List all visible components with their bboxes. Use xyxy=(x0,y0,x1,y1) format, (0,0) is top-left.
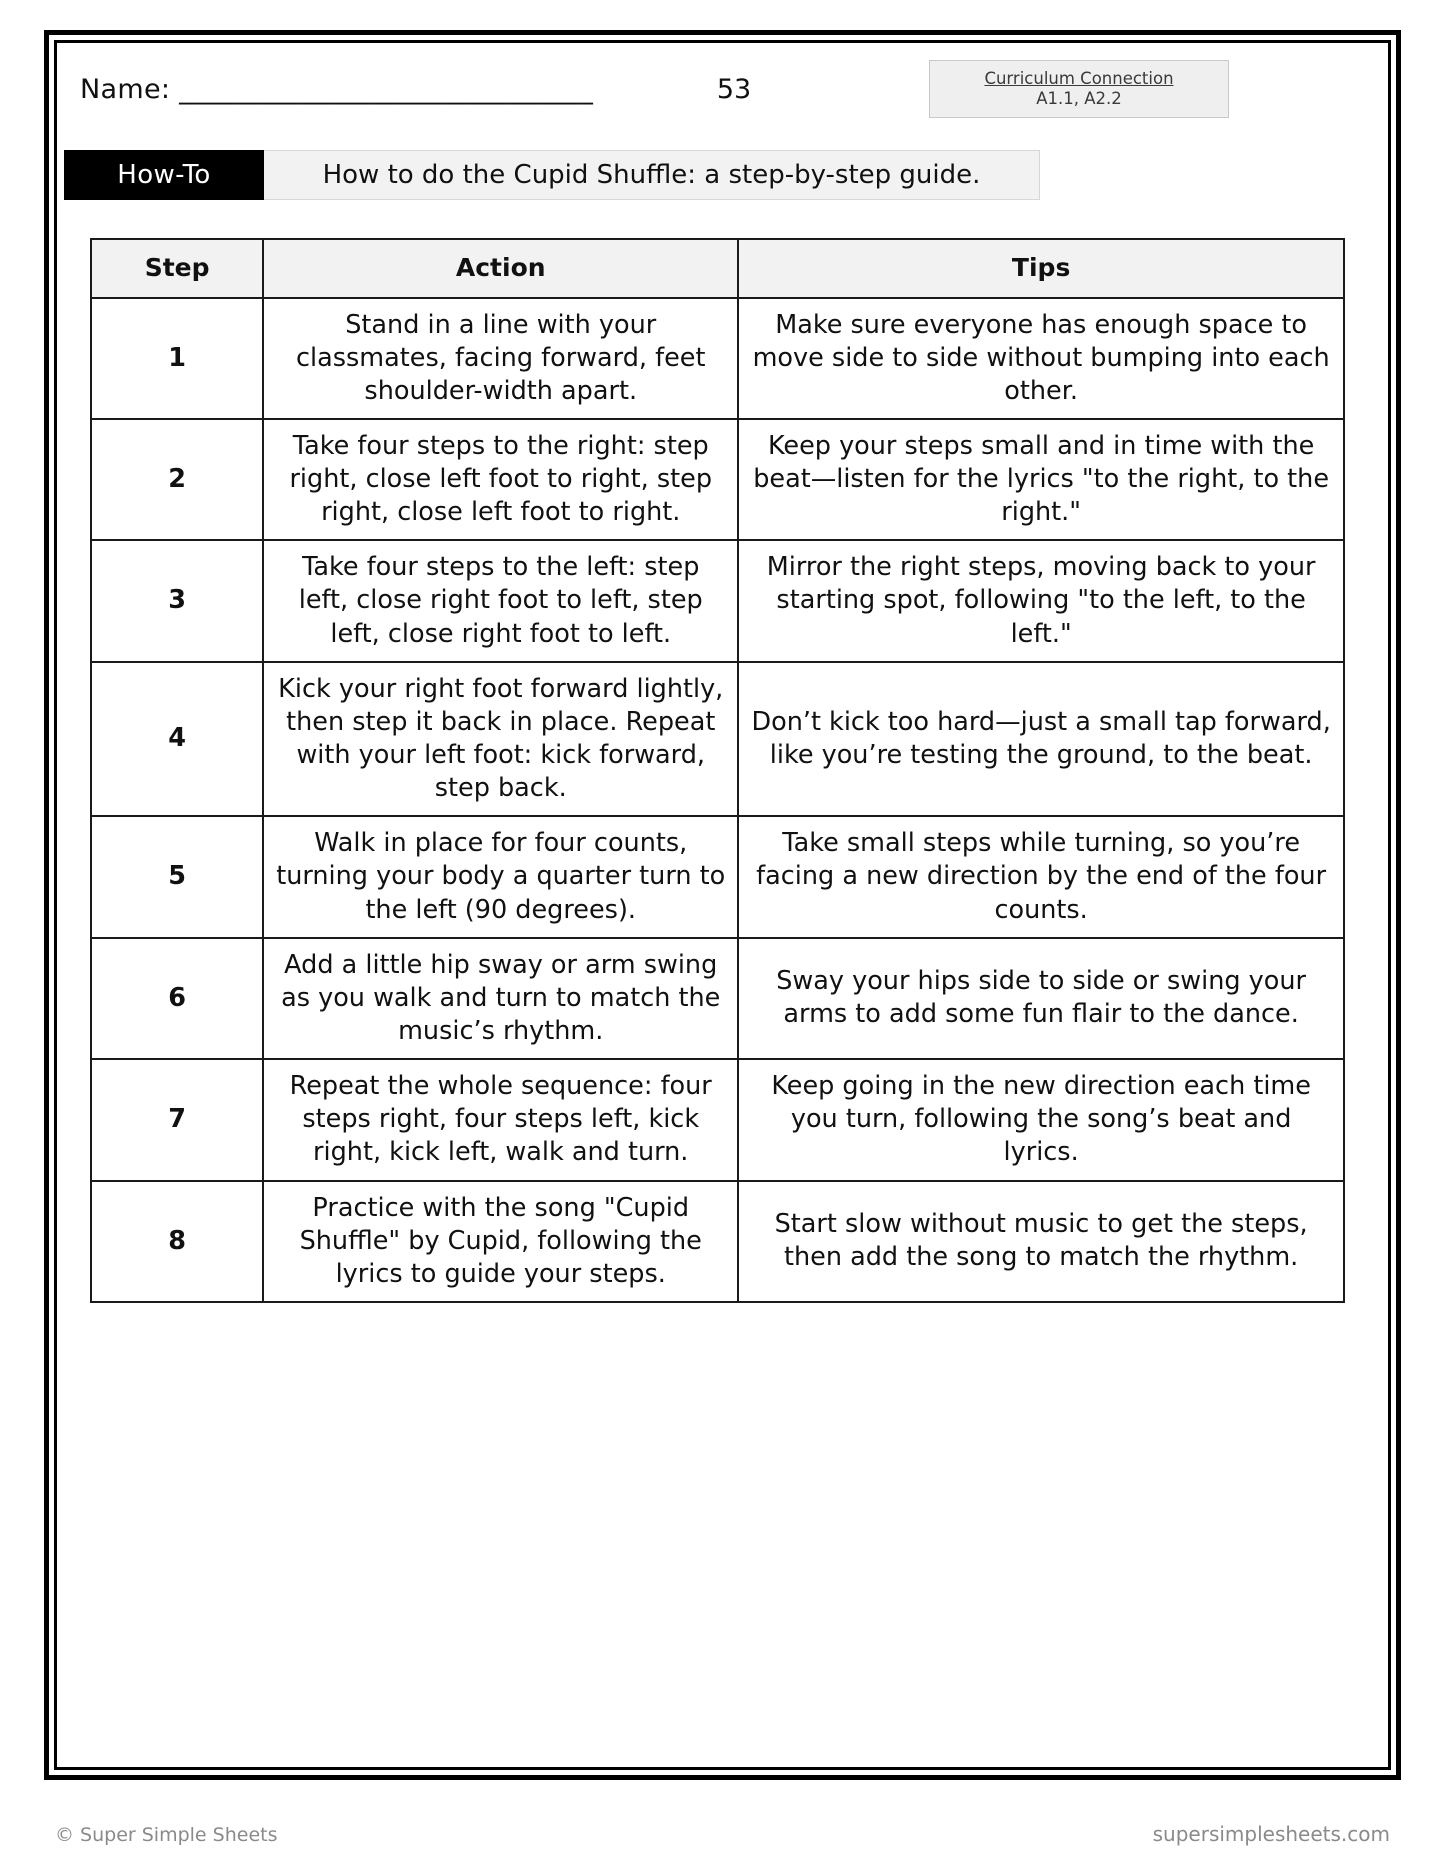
cell-step: 3 xyxy=(91,540,263,661)
cell-action: Kick your right foot forward lightly, then step it back in place. Repeat with your left foot: kick forward, step back. xyxy=(263,662,738,817)
cell-action: Stand in a line with your classmates, facing forward, feet shoulder-width apart. xyxy=(263,298,738,419)
name-field-label: Name: ______________________________ xyxy=(80,74,594,105)
cell-tips: Don’t kick too hard—just a small tap forward, like you’re testing the ground, to the beat. xyxy=(738,662,1344,817)
cell-action: Take four steps to the left: step left, close right foot to left, step left, close right foot to left. xyxy=(263,540,738,661)
cell-tips: Sway your hips side to side or swing your arms to add some fun flair to the dance. xyxy=(738,938,1344,1059)
worksheet-header xyxy=(74,60,1374,128)
cell-action: Practice with the song "Cupid Shuffle" by Cupid, following the lyrics to guide your steps. xyxy=(263,1181,738,1302)
table-row xyxy=(91,816,1344,937)
column-header-action: Action xyxy=(263,239,738,298)
footer-copyright: © Super Simple Sheets xyxy=(55,1824,278,1846)
cell-step: 7 xyxy=(91,1059,263,1180)
table-header xyxy=(91,239,1344,298)
cell-action: Walk in place for four counts, turning your body a quarter turn to the left (90 degrees). xyxy=(263,816,738,937)
table-row xyxy=(91,938,1344,1059)
page-number: 53 xyxy=(716,74,752,105)
table-row xyxy=(91,540,1344,661)
steps-table xyxy=(90,238,1345,1303)
section-type-tag: How-To xyxy=(64,150,264,200)
cell-action: Take four steps to the right: step right, close left foot to right, step right, close left foot to right. xyxy=(263,419,738,540)
curriculum-connection-title: Curriculum Connection xyxy=(984,68,1174,88)
cell-tips: Keep going in the new direction each time you turn, following the song’s beat and lyrics. xyxy=(738,1059,1344,1180)
table-row xyxy=(91,1181,1344,1302)
column-header-step: Step xyxy=(91,239,263,298)
page-title: How to do the Cupid Shuffle: a step-by-step guide. xyxy=(264,150,1040,200)
cell-tips: Start slow without music to get the steps, then add the song to match the rhythm. xyxy=(738,1181,1344,1302)
cell-step: 4 xyxy=(91,662,263,817)
table-row xyxy=(91,662,1344,817)
cell-step: 2 xyxy=(91,419,263,540)
curriculum-connection-box xyxy=(929,60,1229,118)
table-row xyxy=(91,298,1344,419)
cell-tips: Make sure everyone has enough space to move side to side without bumping into each other. xyxy=(738,298,1344,419)
page-content xyxy=(64,50,1381,1760)
cell-tips: Keep your steps small and in time with the beat—listen for the lyrics "to the right, to the right." xyxy=(738,419,1344,540)
table-row xyxy=(91,1059,1344,1180)
cell-tips: Mirror the right steps, moving back to your starting spot, following "to the left, to the left." xyxy=(738,540,1344,661)
cell-tips: Take small steps while turning, so you’re facing a new direction by the end of the four counts. xyxy=(738,816,1344,937)
table-row xyxy=(91,419,1344,540)
cell-step: 6 xyxy=(91,938,263,1059)
cell-step: 5 xyxy=(91,816,263,937)
column-header-tips: Tips xyxy=(738,239,1344,298)
table-header-row xyxy=(91,239,1344,298)
table-body xyxy=(91,298,1344,1303)
footer-website: supersimplesheets.com xyxy=(1152,1822,1390,1846)
title-band xyxy=(64,150,1040,200)
cell-action: Repeat the whole sequence: four steps right, four steps left, kick right, kick left, walk and turn. xyxy=(263,1059,738,1180)
cell-step: 1 xyxy=(91,298,263,419)
curriculum-connection-codes: A1.1, A2.2 xyxy=(1036,89,1122,108)
cell-step: 8 xyxy=(91,1181,263,1302)
cell-action: Add a little hip sway or arm swing as you walk and turn to match the music’s rhythm. xyxy=(263,938,738,1059)
